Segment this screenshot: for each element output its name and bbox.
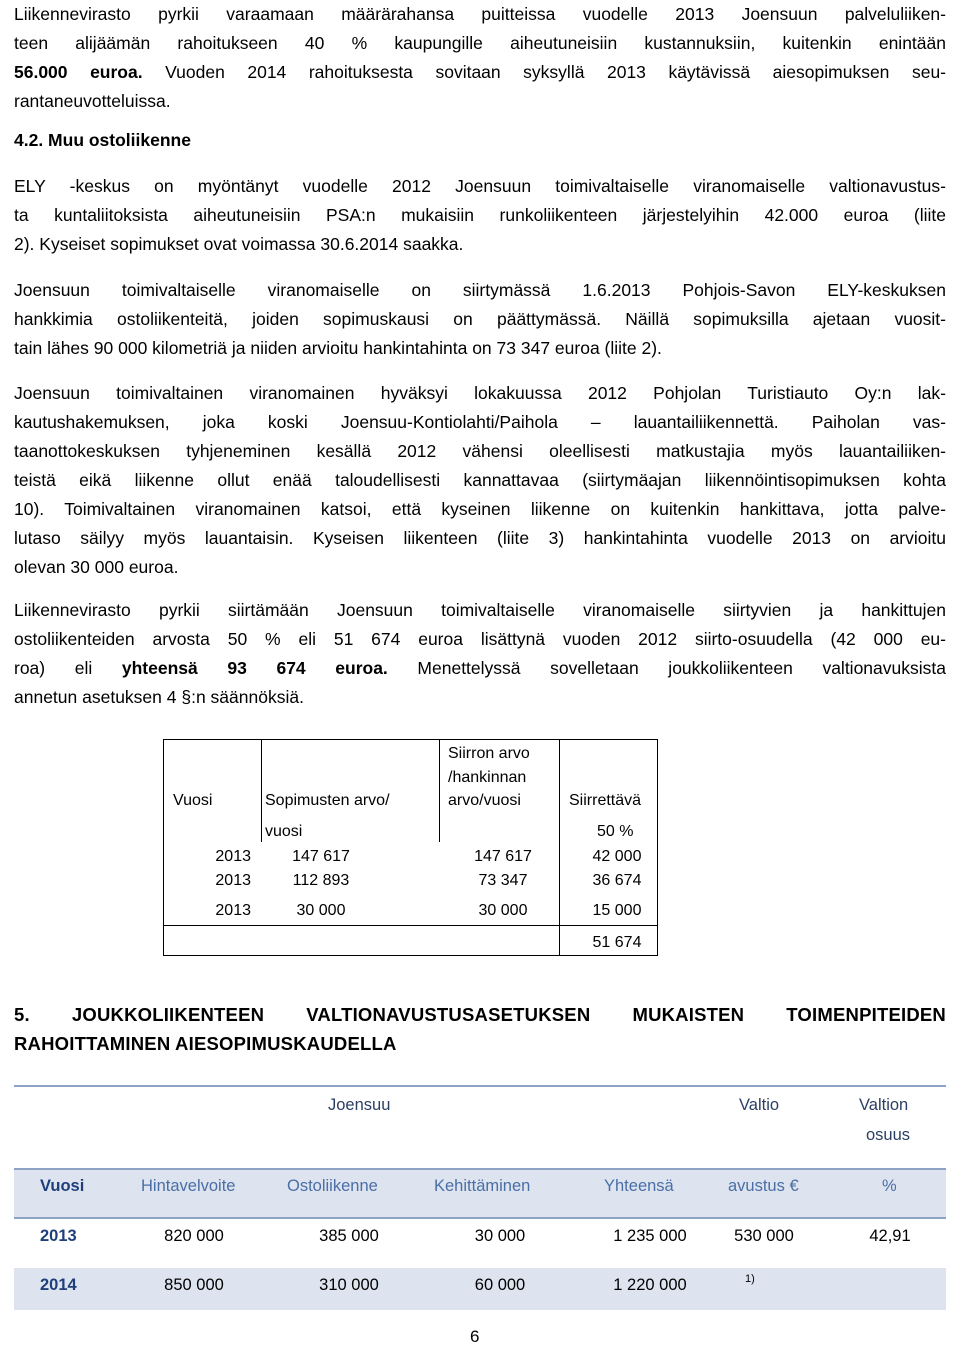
cell-vuosi: 2014 xyxy=(40,1276,77,1294)
cell-kehittaminen: 30 000 xyxy=(474,1227,526,1245)
footnote-marker: 1) xyxy=(745,1273,755,1285)
header-vuosi: Vuosi xyxy=(173,792,213,809)
col-header-avustus: avustus € xyxy=(728,1177,799,1195)
bold-amount: 56.000 euroa. xyxy=(14,62,143,82)
cell-ostoliikenne: 310 000 xyxy=(319,1276,379,1294)
cell-siirron-arvo: 30 000 xyxy=(478,902,528,919)
cell-siirrettava: 15 000 xyxy=(592,902,642,919)
top-header-joensuu: Joensuu xyxy=(328,1096,391,1114)
text-line: rantaneuvotteluissa. xyxy=(14,91,171,111)
text-line: olevan 30 000 euroa. xyxy=(14,557,179,577)
cell-pct: 42,91 xyxy=(869,1227,911,1245)
section-heading-4-2: 4.2. Muu ostoliikenne xyxy=(14,130,191,150)
header-arvo-vuosi: arvo/vuosi xyxy=(448,792,521,809)
cell-hintavelvoite: 850 000 xyxy=(164,1276,224,1294)
text-line: teen alijäämän rahoitukseen 40 % kaupungille aiheutuneisiin kustannuksiin, kuitenkin enintään xyxy=(14,33,946,53)
col-header-pct: % xyxy=(882,1177,897,1195)
text-line: tain lähes 90 000 kilometriä ja niiden arvioitu hankintahinta on 73 347 euroa (liite 2). xyxy=(14,338,662,358)
text-line: Liikennevirasto pyrkii siirtämään Joensuun toimivaltaiselle viranomaiselle siirtyvien ja hankittujen xyxy=(14,600,946,620)
header-sopimusten-arvo-vuosi: vuosi xyxy=(265,823,303,840)
cell-vuosi: 2013 xyxy=(40,1227,77,1245)
paragraph-total-transfer xyxy=(14,596,946,712)
paragraph-transfer-1-6-2013 xyxy=(14,276,946,363)
text-line: lutaso säilyy myös lauantaisin. Kyseisen liikenteen (liite 3) hankintahinta vuodelle 2013 on arvioitu xyxy=(14,528,946,548)
cell-hintavelvoite: 820 000 xyxy=(164,1227,224,1245)
cell-siirron-arvo: 73 347 xyxy=(478,872,528,889)
cell-ostoliikenne: 385 000 xyxy=(319,1227,379,1245)
top-header-osuus: osuus xyxy=(866,1126,911,1144)
text-fragment: roa) eli xyxy=(14,658,122,678)
cell-vuosi: 2013 xyxy=(215,902,251,919)
text-line: Joensuun toimivaltaiselle viranomaiselle on siirtymässä 1.6.2013 Pohjois-Savon ELY-keskuksen xyxy=(14,280,946,300)
cell-sopimusten-arvo: 112 893 xyxy=(292,872,350,889)
cell-yhteensa: 1 235 000 xyxy=(613,1227,687,1245)
header-hankinnan: /hankinnan xyxy=(448,769,527,786)
paragraph-funding-2013 xyxy=(14,0,946,116)
heading-line: 5. JOUKKOLIIKENTEEN VALTIONAVUSTUSASETUKSEN MUKAISTEN TOIMENPITEIDEN xyxy=(14,1004,946,1025)
text-line: Liikennevirasto pyrkii varaamaan määrärahansa puitteissa vuodelle 2013 Joensuun palveluliiken- xyxy=(14,4,946,24)
top-header-valtio: Valtio xyxy=(739,1096,780,1114)
funding-table xyxy=(14,1085,946,1310)
cell-kehittaminen: 60 000 xyxy=(474,1276,526,1294)
col-header-kehittaminen: Kehittäminen xyxy=(434,1177,531,1195)
text-line: ELY -keskus on myöntänyt vuodelle 2012 Joensuun toimivaltaiselle viranomaiselle valtionavustus- xyxy=(14,176,946,196)
text-line: teistä eikä liikenne ollut enää taloudellisesti kannattavaa (siirtymäajan liikennöintisopimuksen kohta xyxy=(14,470,946,490)
transfer-value-table xyxy=(163,739,658,956)
header-siirrettava: Siirrettävä xyxy=(569,792,642,809)
text-fragment: Vuoden 2014 rahoituksesta sovitaan syksyllä 2013 käytävissä aiesopimuksen seu- xyxy=(142,62,947,82)
text-line: annetun asetuksen 4 §:n säännöksiä. xyxy=(14,687,304,707)
cell-avustus: 530 000 xyxy=(734,1227,794,1245)
col-header-hintavelvoite: Hintavelvoite xyxy=(141,1177,236,1195)
cell-vuosi: 2013 xyxy=(215,872,251,889)
heading-line: RAHOITTAMINEN AIESOPIMUSKAUDELLA xyxy=(14,1033,397,1054)
text-line: 2). Kyseiset sopimukset ovat voimassa 30.6.2014 saakka. xyxy=(14,234,464,254)
text-line: Joensuun toimivaltainen viranomainen hyväksyi lokakuussa 2012 Pohjolan Turistiauto Oy:n lak- xyxy=(14,383,946,403)
top-header-valtion: Valtion xyxy=(859,1096,909,1114)
section-heading-5 xyxy=(14,1000,946,1058)
cell-siirrettava: 42 000 xyxy=(592,848,642,865)
col-header-yhteensa: Yhteensä xyxy=(604,1177,674,1195)
cell-sopimusten-arvo: 30 000 xyxy=(296,902,346,919)
cell-total: 51 674 xyxy=(592,934,642,951)
text-line: kautushakemuksen, joka koski Joensuu-Kontiolahti/Paihola – lauantailiikennettä. Paiholan vas- xyxy=(14,412,946,432)
header-sopimusten-arvo: Sopimusten arvo/ xyxy=(265,792,390,809)
cell-vuosi: 2013 xyxy=(215,848,251,865)
col-header-vuosi: Vuosi xyxy=(40,1177,85,1195)
cell-yhteensa: 1 220 000 xyxy=(613,1276,687,1294)
header-siirrettava-50: 50 % xyxy=(597,823,634,840)
text-fragment: Menettelyssä sovelletaan joukkoliikenteen valtionavuksista xyxy=(387,658,946,678)
text-line: taanottokeskuksen tyhjeneminen kesällä 2012 vähensi oleellisesti matkustajia myös lauantailiiken- xyxy=(14,441,946,461)
cell-sopimusten-arvo: 147 617 xyxy=(292,848,350,865)
paragraph-saturday-service xyxy=(14,379,946,582)
header-siirron-arvo: Siirron arvo xyxy=(448,745,530,762)
paragraph-ely-grant xyxy=(14,172,946,259)
text-line: ta kuntaliitoksista aiheutuneisiin PSA:n mukaisiin runkoliikenteen järjestelyihin 42.000 euroa (liite xyxy=(14,205,946,225)
text-line xyxy=(14,654,946,683)
page-number: 6 xyxy=(470,1327,480,1346)
col-header-ostoliikenne: Ostoliikenne xyxy=(287,1177,378,1195)
bold-total: yhteensä 93 674 euroa. xyxy=(121,658,388,678)
text-line: hankkimia ostoliikenteitä, joiden sopimuskausi on päättymässä. Näillä sopimuksilla ajetaan vuosit- xyxy=(14,309,946,329)
text-line xyxy=(14,58,946,87)
text-line: 10). Toimivaltainen viranomainen katsoi, että kyseinen liikenne on kuitenkin hankittava, jotta palve- xyxy=(14,499,946,519)
text-line: ostoliikenteiden arvosta 50 % eli 51 674 euroa lisättynä vuoden 2012 siirto-osuudella (42 000 eu- xyxy=(14,629,946,649)
cell-siirrettava: 36 674 xyxy=(592,872,642,889)
cell-siirron-arvo: 147 617 xyxy=(474,848,532,865)
